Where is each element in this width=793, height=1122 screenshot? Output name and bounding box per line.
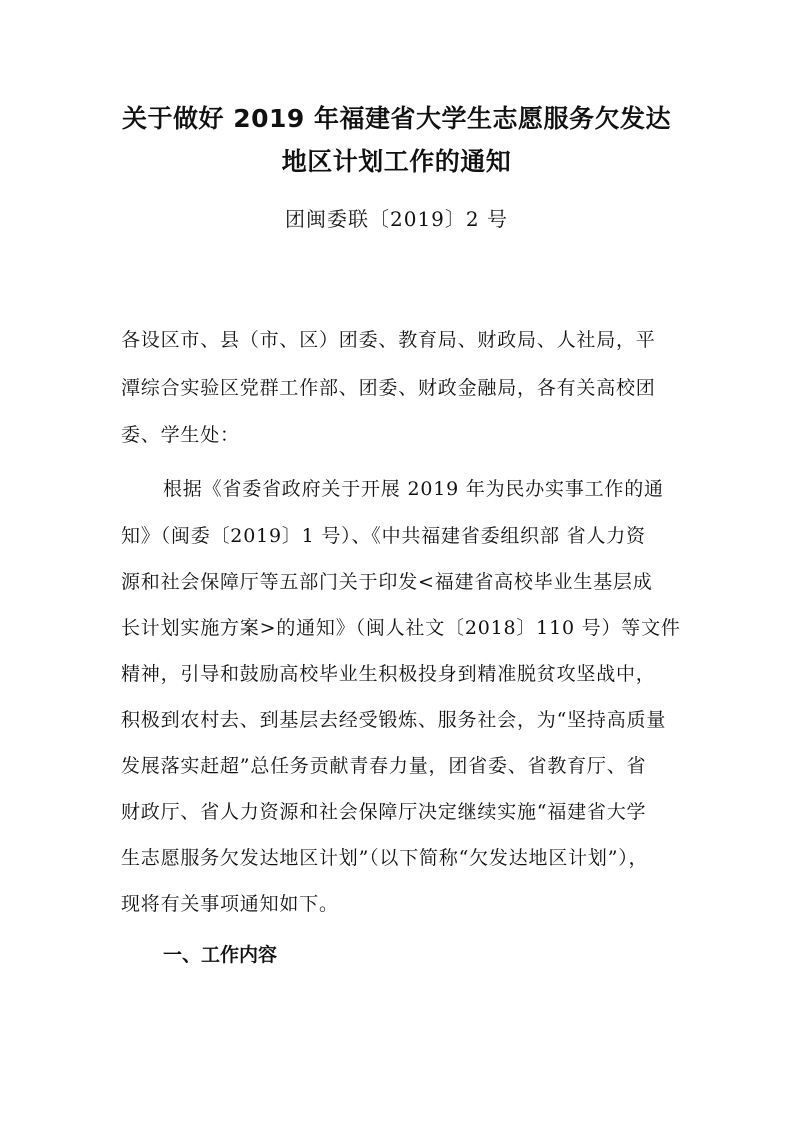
document-title-line-1: 关于做好 2019 年福建省大学生志愿服务欠发达 xyxy=(122,104,671,133)
recipients-line-3: 委、学生处： xyxy=(121,424,240,446)
body-line-7: 发展落实赶超”总任务贡献青春力量，团省委、省教育厅、省 xyxy=(121,755,647,777)
recipients-line-2: 潭综合实验区党群工作部、团委、财政金融局，各有关高校团 xyxy=(121,377,656,399)
body-line-1: 根据《省委省政府关于开展 2019 年为民办实事工作的通 xyxy=(163,478,664,500)
body-line-5: 精神，引导和鼓励高校毕业生积极投身到精准脱贫攻坚战中， xyxy=(121,663,656,685)
body-line-10: 现将有关事项通知如下。 xyxy=(121,893,339,915)
document-number: 团闽委联〔2019〕2 号 xyxy=(285,207,508,231)
body-line-4: 长计划实施方案>的通知》（闽人社文〔2018〕110 号）等文件 xyxy=(121,617,681,639)
document-title-line-2: 地区计划工作的通知 xyxy=(281,147,512,176)
body-line-2: 知》（闽委〔2019〕1 号）、《中共福建省委组织部 省人力资 xyxy=(121,525,646,547)
recipients-line-1: 各设区市、县（市、区）团委、教育局、财政局、人社局，平 xyxy=(121,329,656,351)
body-line-9: 生志愿服务欠发达地区计划”（以下简称“欠发达地区计划”）， xyxy=(121,847,649,869)
body-line-8: 财政厅、省人力资源和社会保障厅决定继续实施“福建省大学 xyxy=(121,801,647,823)
body-line-3: 源和社会保障厅等五部门关于印发<福建省高校毕业生基层成 xyxy=(121,571,653,593)
body-line-6: 积极到农村去、到基层去经受锻炼、服务社会，为“坚持高质量 xyxy=(121,709,667,731)
section-heading: 一、工作内容 xyxy=(163,944,278,966)
